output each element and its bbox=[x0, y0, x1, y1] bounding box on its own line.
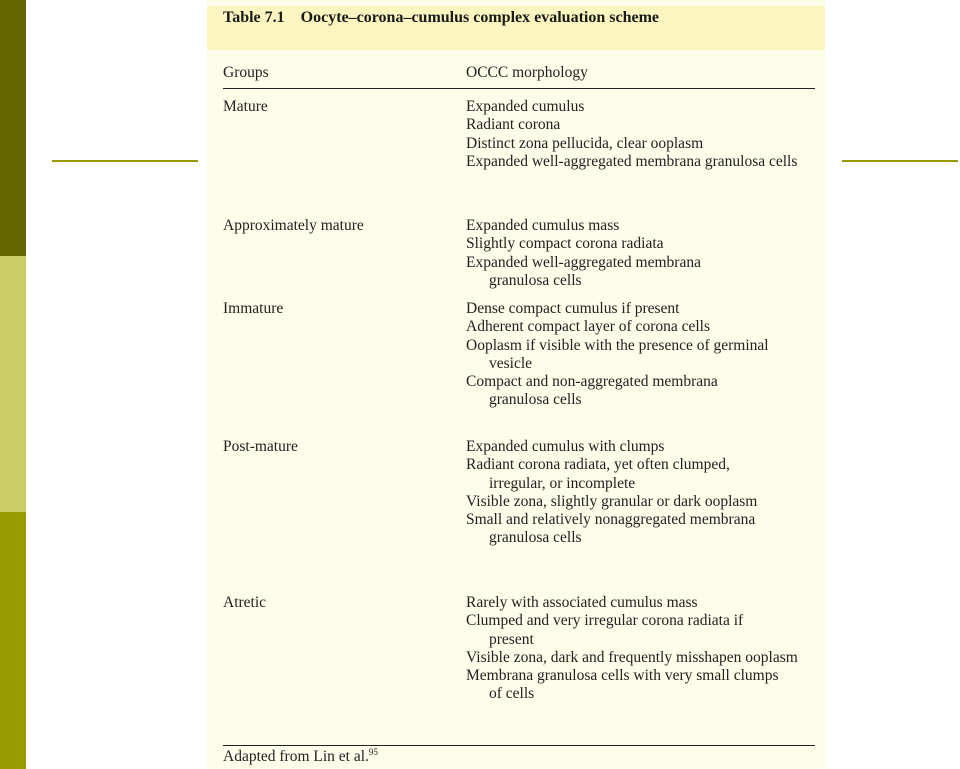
list-item: Expanded cumulus mass bbox=[466, 217, 620, 234]
list-item: Expanded cumulus with clumps bbox=[466, 438, 665, 455]
list-item: Visible zona, dark and frequently misshapen ooplasm bbox=[466, 648, 798, 666]
list-item: Compact and non-aggregated membrana granulosa cells bbox=[466, 373, 718, 409]
column-header-groups: Groups bbox=[223, 64, 269, 81]
morphology-list-immature bbox=[466, 300, 816, 410]
list-item: Expanded well-aggregated membrana granulosa cells bbox=[466, 152, 798, 170]
footnote-reference: 95 bbox=[368, 746, 378, 757]
list-item: Rarely with associated cumulus mass bbox=[466, 594, 698, 611]
list-item: Adherent compact layer of corona cells bbox=[466, 318, 711, 336]
list-item: Slightly compact corona radiata bbox=[466, 235, 664, 253]
list-item: Small and relatively nonaggregated membrana granulosa cells bbox=[466, 511, 756, 547]
group-post-mature: Post-mature bbox=[223, 438, 298, 455]
list-item: Expanded well-aggregated membrana granulosa cells bbox=[466, 253, 701, 289]
table-image bbox=[207, 0, 825, 769]
list-item: Membrana granulosa cells with very small clumps of cells bbox=[466, 667, 779, 703]
morphology-list-mature bbox=[466, 98, 816, 171]
list-item: Expanded cumulus bbox=[466, 98, 585, 115]
group-atretic: Atretic bbox=[223, 594, 267, 611]
column-header-morphology: OCCC morphology bbox=[466, 64, 588, 81]
table-footnote bbox=[223, 748, 378, 766]
morphology-list-atretic bbox=[466, 594, 816, 704]
slide-sidebar-band-top bbox=[0, 0, 26, 256]
list-item: Distinct zona pellucida, clear ooplasm bbox=[466, 134, 704, 152]
slide-sidebar-band-middle bbox=[0, 256, 26, 512]
table-bottom-rule bbox=[223, 745, 815, 746]
footnote-text: Adapted from Lin et al. bbox=[223, 748, 369, 765]
slide-title-rule-left bbox=[52, 160, 198, 162]
slide-title-rule-right bbox=[842, 160, 958, 162]
table-title: Oocyte–corona–cumulus complex evaluation scheme bbox=[300, 9, 659, 26]
list-item: Radiant corona bbox=[466, 116, 561, 134]
group-mature: Mature bbox=[223, 98, 268, 115]
list-item: Dense compact cumulus if present bbox=[466, 300, 680, 317]
list-item: Ooplasm if visible with the presence of germinal vesicle bbox=[466, 336, 769, 372]
table-header-rule bbox=[223, 88, 815, 89]
group-immature: Immature bbox=[223, 300, 284, 317]
morphology-list-approximately-mature bbox=[466, 217, 816, 290]
list-item: Visible zona, slightly granular or dark ooplasm bbox=[466, 492, 758, 510]
group-approximately-mature: Approximately mature bbox=[223, 217, 364, 234]
table-number: Table 7.1 bbox=[223, 9, 285, 26]
table-caption bbox=[207, 6, 825, 50]
morphology-list-post-mature bbox=[466, 438, 816, 548]
slide-sidebar-band-bottom bbox=[0, 512, 26, 769]
list-item: Radiant corona radiata, yet often clumped, irregular, or incomplete bbox=[466, 456, 730, 492]
list-item: Clumped and very irregular corona radiata if present bbox=[466, 612, 744, 648]
